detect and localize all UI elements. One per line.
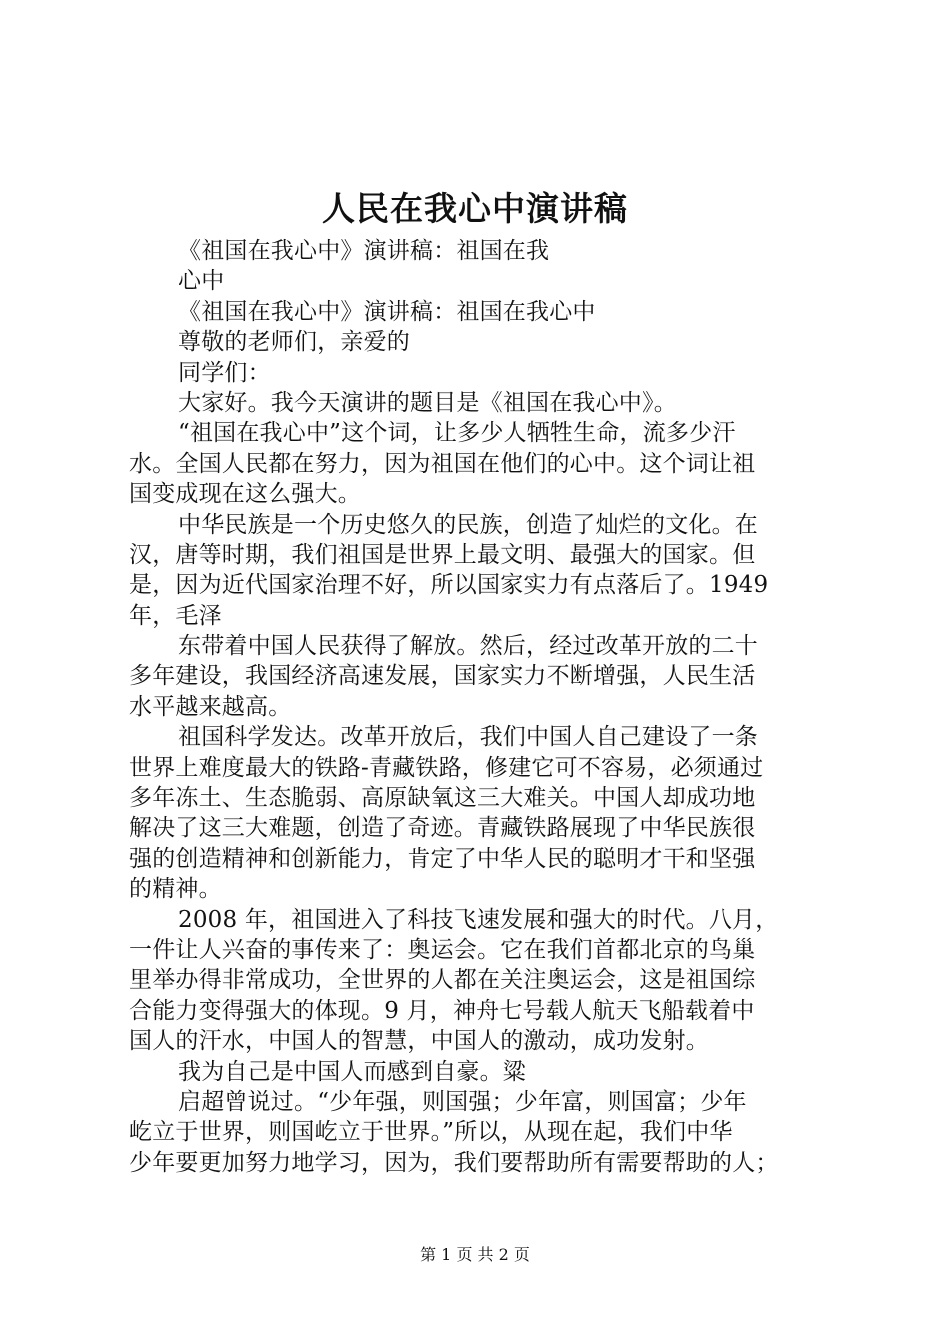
text-line: 国人的汗水，中国人的智慧，中国人的激动，成功发射。 — [129, 1028, 709, 1055]
text-line: 《祖国在我心中》演讲稿：祖国在我 — [178, 238, 550, 264]
text-line: 同学们： — [178, 359, 271, 386]
text-line: 解决了这三大难题，创造了奇迹。青藏铁路展现了中华民族很 — [129, 815, 756, 842]
text-line: 里举办得非常成功，全世界的人都在关注奥运会，这是祖国综 — [129, 967, 756, 994]
text-line: 水平越来越高。 — [129, 693, 292, 720]
document-body — [129, 236, 829, 1178]
text-line: 是，因为近代国家治理不好，所以国家实力有点落后了。1949 — [129, 572, 769, 599]
text-line: 2008 年，祖国进入了科技飞速发展和强大的时代。八月， — [178, 906, 779, 933]
text-line: 的精神。 — [129, 876, 222, 903]
text-line: 屹立于世界，则国屹立于世界。”所以，从现在起，我们中华 — [129, 1119, 733, 1146]
text-line: “祖国在我心中”这个词，让多少人牺牲生命，流多少汗 — [178, 420, 736, 447]
text-line: 启超曾说过。“少年强，则国强；少年富，则国富；少年 — [178, 1088, 747, 1115]
text-line: 多年冻土、生态脆弱、高原缺氧这三大难关。中国人却成功地 — [129, 785, 756, 812]
text-line: 合能力变得强大的体现。9 月，神舟七号载人航天飞船载着中 — [129, 997, 755, 1024]
text-line: 心中 — [178, 268, 225, 295]
text-line: 多年建设，我国经济高速发展，国家实力不断增强，人民生活 — [129, 663, 756, 690]
page-footer: 第 1 页 共 2 页 — [420, 1245, 530, 1264]
text-line: 汉，唐等时期，我们祖国是世界上最文明、最强大的国家。但 — [129, 541, 756, 568]
text-line: 水。全国人民都在努力，因为祖国在他们的心中。这个词让祖 — [129, 450, 756, 477]
document-title: 人民在我心中演讲稿 — [322, 189, 628, 228]
text-line: 我为自己是中国人而感到自豪。粱 — [178, 1058, 526, 1085]
text-line: 尊敬的老师们，亲爱的 — [178, 329, 410, 356]
text-line: 世界上难度最大的铁路-青藏铁路，修建它可不容易，必须通过 — [129, 754, 764, 781]
text-line: 中华民族是一个历史悠久的民族，创造了灿烂的文化。在 — [178, 511, 758, 538]
text-line: 少年要更加努力地学习，因为，我们要帮助所有需要帮助的人； — [129, 1149, 779, 1176]
text-line: 大家好。我今天演讲的题目是《祖国在我心中》。 — [178, 389, 677, 416]
text-line: 祖国科学发达。改革开放后，我们中国人自己建设了一条 — [178, 724, 758, 751]
text-line: 国变成现在这么强大。 — [129, 481, 361, 508]
text-line: 年，毛泽 — [129, 602, 222, 629]
text-line: 一件让人兴奋的事传来了：奥运会。它在我们首都北京的鸟巢 — [129, 936, 756, 963]
text-line: 强的创造精神和创新能力，肯定了中华人民的聪明才干和坚强 — [129, 845, 756, 872]
text-line: 东带着中国人民获得了解放。然后，经过改革开放的二十 — [178, 633, 758, 660]
text-line: 《祖国在我心中》演讲稿：祖国在我心中 — [178, 298, 596, 325]
